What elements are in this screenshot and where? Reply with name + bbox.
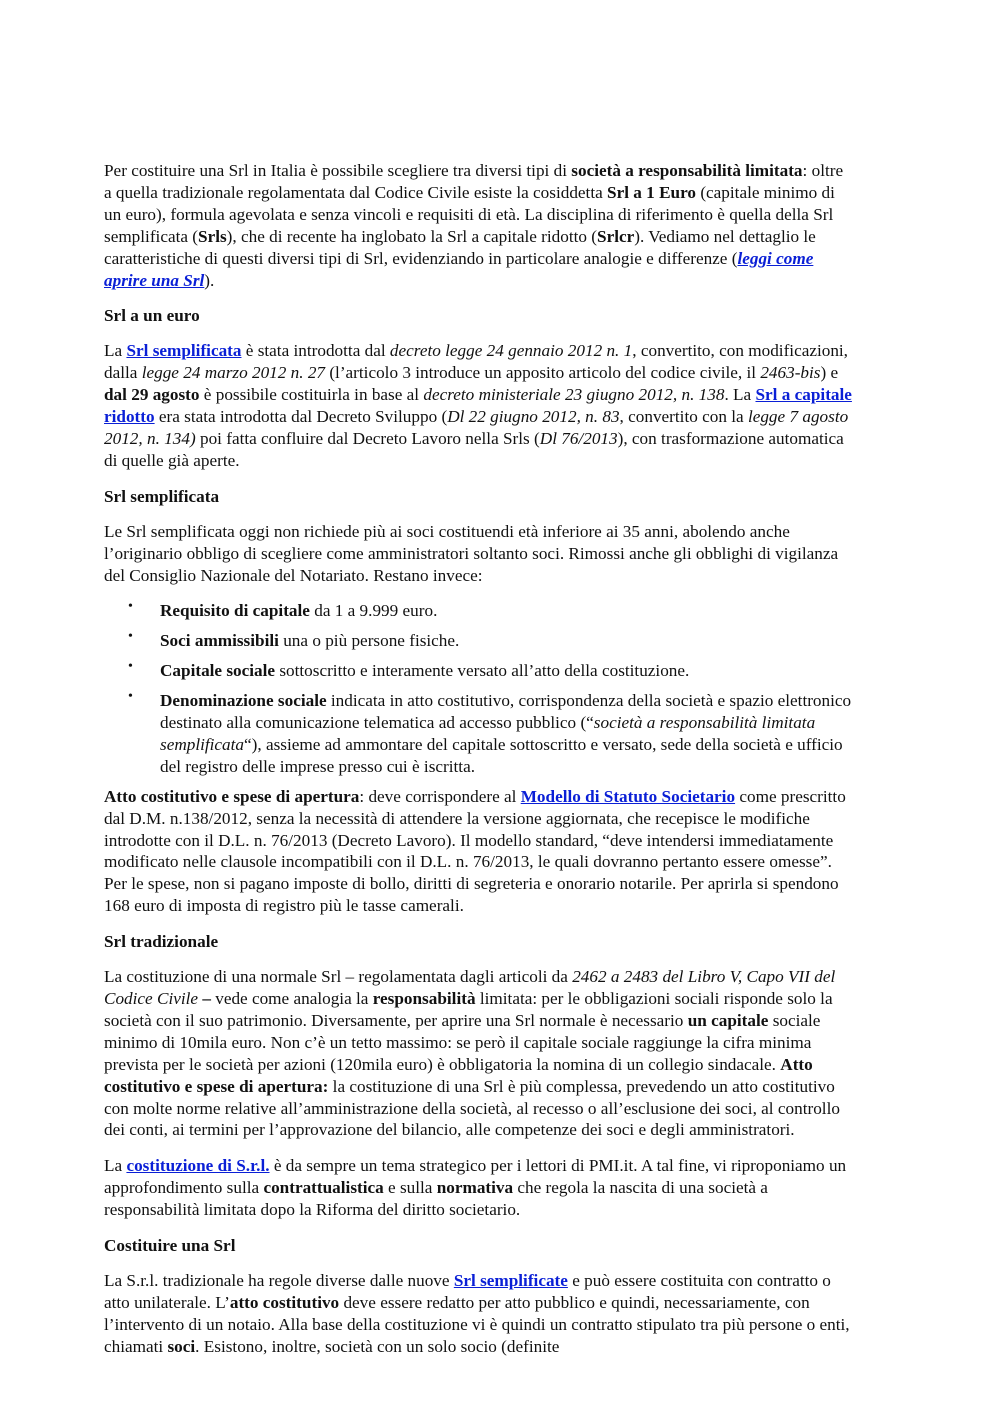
list-item — [104, 660, 854, 682]
bold-text: soci — [167, 1336, 196, 1356]
text: ), che di recente ha inglobato la Srl a capitale ridotto ( — [226, 226, 598, 246]
text: è stata introdotta dal — [241, 341, 390, 361]
heading-srl-a-un-euro: Srl a un euro — [104, 306, 200, 326]
bullet-icon: • — [128, 599, 133, 615]
heading-srl-tradizionale: Srl tradizionale — [104, 932, 219, 952]
link-costituzione-srl[interactable]: costituzione di S.r.l. — [126, 1156, 270, 1176]
text: . La — [724, 385, 756, 405]
italic-text: legge 7 agosto 2012, n. 134) — [104, 407, 849, 448]
italic-text: decreto ministeriale 23 giugno 2012, n. 138 — [423, 385, 725, 405]
paragraph-atto-costitutivo — [104, 786, 854, 917]
text: , convertito con la — [619, 407, 748, 427]
text: : oltre a quella tradizionale regolamentata dal Codice Civile esiste la cosiddetta — [104, 161, 844, 202]
paragraph-srl-a-un-euro — [104, 340, 854, 471]
text: come prescritto dal D.M. n.138/2012, senza la necessità di attendere la versione aggiornata, che recepisce le modifiche introdotte con il D.L. n. 76/2013 (Decreto Lavoro). Il modello standard, “deve intendersi immediatamente modificato nelle clausole incompatibili con il D.L. n. 76/2013, le quali dovranno pertanto essere omesse”. Per le spese, non si pagano imposte di bollo, diritti di segreteria e onorario notarile. Per aprirla si spendono 168 euro di imposta di registro più le tasse camerali. — [104, 786, 846, 916]
link-leggi-come-aprire-srl[interactable]: leggi come aprire una Srl — [104, 248, 814, 290]
italic-text: decreto legge 24 gennaio 2012 n. 1 — [389, 341, 633, 361]
document-page — [104, 160, 854, 1370]
text: La costituzione di una normale Srl – regolamentata dagli articoli da — [104, 967, 573, 987]
text: (l’articolo 3 introduce un apposito articolo del codice civile, il — [325, 363, 761, 383]
text: La S.r.l. tradizionale ha regole diverse dalle nuove — [104, 1270, 454, 1290]
list-item — [104, 600, 854, 622]
text: che regola la nascita di una società a responsabilità limitata dopo la Riforma del diritto societario. — [104, 1178, 768, 1220]
bullet-icon: • — [128, 629, 133, 645]
text: . Esistono, inoltre, società con un solo socio (definite — [195, 1336, 560, 1356]
italic-text: legge 24 marzo 2012 n. 27 — [141, 363, 326, 383]
italic-text: 2462 a 2483 del Libro V, Capo VII del Codice Civile — [104, 967, 836, 1008]
text: ) e — [820, 363, 839, 383]
bold-text: Soci ammissibili — [160, 631, 279, 651]
italic-text: Dl 22 giugno 2012, n. 83 — [447, 407, 620, 427]
paragraph-costituire-srl — [104, 1270, 854, 1358]
list-item — [104, 690, 854, 778]
link-srl-a-capitale-ridotto[interactable]: Srl a capitale ridotto — [104, 385, 852, 427]
bold-text: società a responsabilità limitata — [571, 161, 803, 180]
bold-text: un capitale — [687, 1010, 769, 1030]
text: da 1 a 9.999 euro. — [309, 601, 438, 621]
bold-text: – — [198, 989, 211, 1008]
requirements-list — [104, 600, 854, 777]
text: ), con trasformazione automatica di quelle già aperte. — [104, 428, 844, 470]
text: vede come analogia la — [210, 989, 373, 1008]
bold-text: Atto costitutivo e spese di apertura — [104, 786, 360, 806]
text: , convertito, con modificazioni, dalla — [104, 341, 848, 383]
text: La — [104, 341, 127, 361]
bullet-icon: • — [128, 689, 133, 705]
italic-text: società a responsabilità limitata semplificata — [160, 713, 816, 754]
text: e sulla — [383, 1178, 437, 1198]
bold-text: Atto costitutivo e spese di apertura: — [104, 1054, 813, 1096]
list-item — [104, 630, 854, 652]
paragraph-srl-tradizionale — [104, 966, 854, 1141]
text: La — [104, 1156, 127, 1176]
link-modello-statuto-societario[interactable]: Modello di Statuto Societario — [520, 786, 736, 806]
bold-text: contrattualistica — [263, 1178, 384, 1198]
text: indicata in atto costitutivo, corrispondenza della società e spazio elettronico destinato alla comunicazione telematica ad accesso pubblico (“ — [160, 691, 852, 733]
paragraph-pmi — [104, 1155, 854, 1221]
paragraph-srl-semplificata: Le Srl semplificata oggi non richiede più ai soci costituendi età inferiore ai 35 anni, abolendo anche l’originario obbligo di scegliere come amministratori soltanto soci. Rimossi anche gli obblighi di vigilanza del Consiglio Nazionale del Notariato. Restano invece: — [104, 521, 839, 585]
heading-srl-semplificata: Srl semplificata — [104, 486, 220, 506]
bold-text: Capitale sociale — [160, 661, 276, 681]
bold-text: dal 29 agosto — [104, 385, 200, 405]
link-srl-semplificata[interactable]: Srl semplificata — [126, 341, 242, 361]
text: “), assieme ad ammontare del capitale sottoscritto e versato, sede della società e ufficio del registro delle imprese presso cui è iscritta. — [160, 734, 843, 776]
text: sottoscritto e interamente versato all’atto della costituzione. — [275, 661, 690, 681]
text: : deve corrispondere al — [359, 786, 521, 806]
text: ). — [204, 270, 215, 290]
bold-text: normativa — [436, 1178, 514, 1198]
text: limitata: per le obbligazioni sociali risponde solo la società con il suo patrimonio. Diversamente, per aprire una Srl normale è necessario — [104, 989, 833, 1030]
bold-text: Srlcr — [597, 226, 635, 246]
italic-text: Dl 76/2013 — [539, 428, 618, 448]
bold-text: Srls — [198, 226, 227, 246]
bold-text: atto costitutivo — [229, 1292, 340, 1312]
bold-text: Requisito di capitale — [160, 601, 310, 621]
text: e può essere costituita con contratto o atto unilaterale. L’ — [104, 1270, 831, 1312]
text: Per costituire una Srl in Italia è possibile scegliere tra diversi tipi di — [104, 161, 572, 180]
text: (capitale minimo di un euro), formula agevolata e senza vincoli e requisiti di età. La disciplina di riferimento è quella della Srl semplificata ( — [104, 182, 835, 246]
text: è possibile costituirla in base al — [199, 385, 424, 405]
bold-text: Srl a 1 Euro — [607, 182, 697, 202]
text: ). Vediamo nel dettaglio le caratteristiche di questi diversi tipi di Srl, evidenziando in particolare analogie e differenze ( — [104, 226, 816, 268]
text: poi fatta confluire dal Decreto Lavoro nella Srls ( — [195, 428, 540, 448]
text: una o più persone fisiche. — [278, 631, 460, 651]
bullet-icon: • — [128, 659, 133, 675]
italic-text: 2463-bis — [760, 363, 821, 383]
bold-text: Denominazione sociale — [160, 691, 327, 711]
text: la costituzione di una Srl è più complessa, prevedendo un atto costitutivo con molte norme relative all’amministrazione della società, al recesso o all’esclusione dei soci, al controllo dei conti, ai termini per l’approvazione del bilancio, alle competenze dei soci e degli amministratori. — [104, 1076, 840, 1140]
text: è da sempre un tema strategico per i lettori di PMI.it. A tal fine, vi riproponiamo un approfondimento sulla — [104, 1156, 847, 1198]
heading-costituire-una-srl: Costituire una Srl — [104, 1236, 236, 1256]
text: sociale minimo di 10mila euro. Non c’è un tetto massimo: se però il capitale sociale raggiunge la cifra minima prevista per le società per azioni (120mila euro) è obbligatoria la nomina di un collegio sindacale. — [104, 1010, 821, 1074]
link-srl-semplificate[interactable]: Srl semplificate — [453, 1270, 568, 1290]
bold-text: responsabilità — [372, 989, 476, 1008]
text: deve essere redatto per atto pubblico e quindi, necessariamente, con l’intervento di un notaio. Alla base della costituzione vi è quindi un contratto stipulato tra più persone o enti, chiamati — [104, 1292, 850, 1356]
text: era stata introdotta dal Decreto Sviluppo ( — [154, 407, 448, 427]
intro-paragraph — [104, 160, 854, 291]
